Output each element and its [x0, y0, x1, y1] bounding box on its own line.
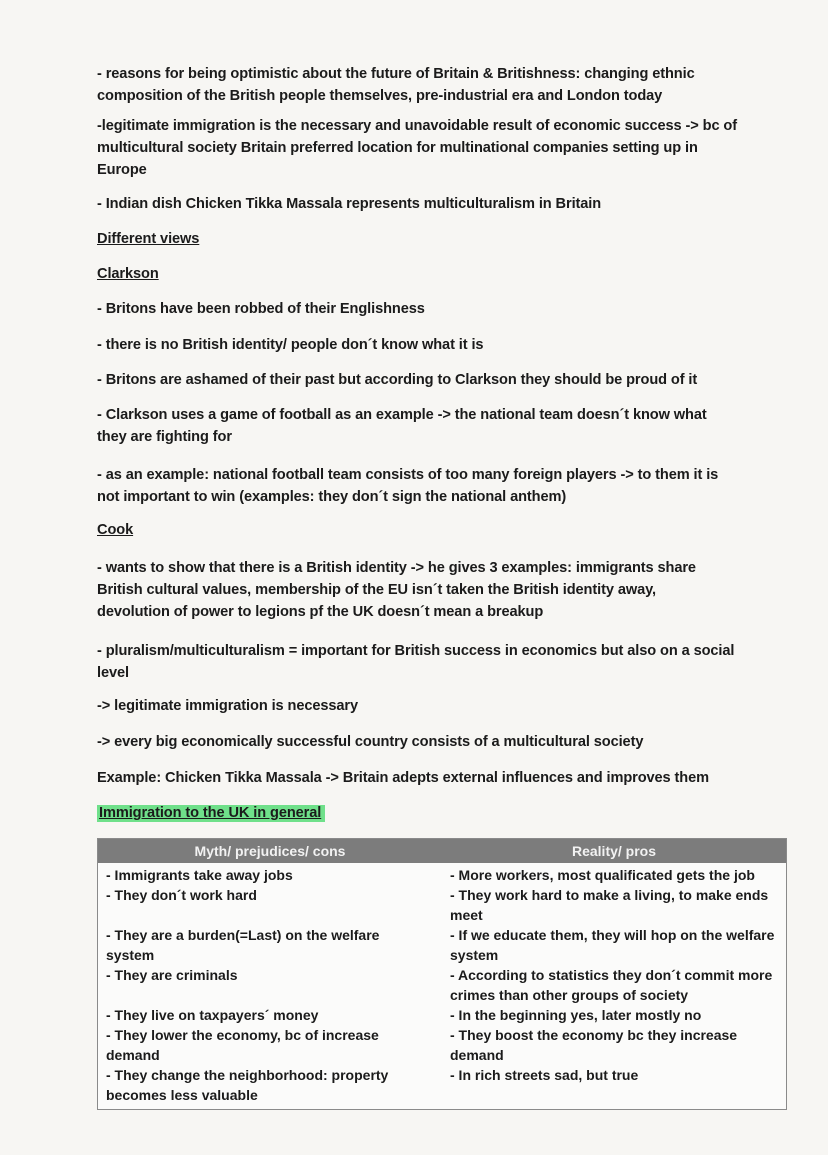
immigration-heading: Immigration to the UK in general	[97, 802, 757, 824]
table-cell-line: - They don´t work hard	[106, 887, 257, 903]
table-cell-line: becomes less valuable	[106, 1087, 258, 1103]
clarkson-point: - Clarkson uses a game of football as an example -> the national team doesn´t know what they are fighting for	[97, 407, 707, 445]
table-cell-line: - If we educate them, they will hop on the welfare	[450, 927, 775, 943]
clarkson-point: - there is no British identity/ people don´t know what it is	[97, 337, 484, 353]
clarkson-point: - Britons have been robbed of their Englishness	[97, 301, 425, 317]
table-cell-line: system	[450, 947, 499, 963]
myth-reality-table	[97, 838, 787, 1110]
table-cell-line: - In rich streets sad, but true	[450, 1067, 639, 1083]
different-views-heading: Different views	[97, 231, 200, 247]
table-cell-line: - They change the neighborhood: property	[106, 1067, 389, 1083]
column-header-myths: Myth/ prejudices/ cons	[194, 843, 346, 859]
table-cell-line: - They boost the economy bc they increase	[450, 1027, 738, 1043]
spacer	[106, 905, 436, 925]
table-cell-line: demand	[106, 1047, 160, 1063]
cook-point: - wants to show that there is a British identity -> he gives 3 examples: immigrants share British cultural values, membership of the EU isn´t taken the British identity away, devolution of power to legions pf the UK doesn´t mean a breakup	[97, 560, 696, 620]
spacer	[106, 985, 436, 1005]
cook-point: -> legitimate immigration is necessary	[97, 698, 359, 714]
table-body	[98, 863, 786, 1109]
table-cell-line: - They live on taxpayers´ money	[106, 1007, 319, 1023]
table-cell-line: - They are a burden(=Last) on the welfare	[106, 927, 380, 943]
column-header-reality: Reality/ pros	[571, 843, 657, 859]
cook-point: -> every big economically successful country consists of a multicultural society	[97, 734, 644, 750]
table-cell-line: - More workers, most qualificated gets the job	[450, 867, 755, 883]
table-cell-line: - They lower the economy, bc of increase	[106, 1027, 379, 1043]
reality-column	[442, 863, 786, 1109]
table-header-row	[98, 839, 786, 863]
clarkson-point: - Britons are ashamed of their past but according to Clarkson they should be proud of it	[97, 372, 698, 388]
intro-paragraph-1: - reasons for being optimistic about the future of Britain & Britishness: changing ethnic composition of the British people themselves, pre-industrial era and London today	[97, 66, 695, 104]
clarkson-point: - as an example: national football team consists of too many foreign players -> to them it is not important to win (examples: they don´t sign the national anthem)	[97, 467, 719, 505]
table-cell-line: crimes than other groups of society	[450, 987, 689, 1003]
table-cell-line: - Immigrants take away jobs	[106, 867, 293, 883]
cook-heading: Cook	[97, 522, 134, 538]
intro-paragraph-3: - Indian dish Chicken Tikka Massala represents multiculturalism in Britain	[97, 196, 602, 212]
cook-example: Example: Chicken Tikka Massala -> Britain adepts external influences and improves them	[97, 770, 709, 786]
clarkson-heading: Clarkson	[97, 266, 159, 282]
table-cell-line: system	[106, 947, 155, 963]
intro-paragraph-2: -legitimate immigration is the necessary and unavoidable result of economic success -> bc of multicultural society Britain preferred location for multinational companies setting up in Europe	[97, 118, 738, 178]
table-cell-line: meet	[450, 907, 483, 923]
cook-point: - pluralism/multiculturalism = important for British success in economics but also on a social level	[97, 643, 735, 681]
myths-column	[98, 863, 442, 1109]
table-cell-line: demand	[450, 1047, 504, 1063]
table-cell-line: - In the beginning yes, later mostly no	[450, 1007, 702, 1023]
table-cell-line: - They are criminals	[106, 967, 238, 983]
table-cell-line: - They work hard to make a living, to make ends	[450, 887, 769, 903]
table-cell-line: - According to statistics they don´t commit more	[450, 967, 773, 983]
